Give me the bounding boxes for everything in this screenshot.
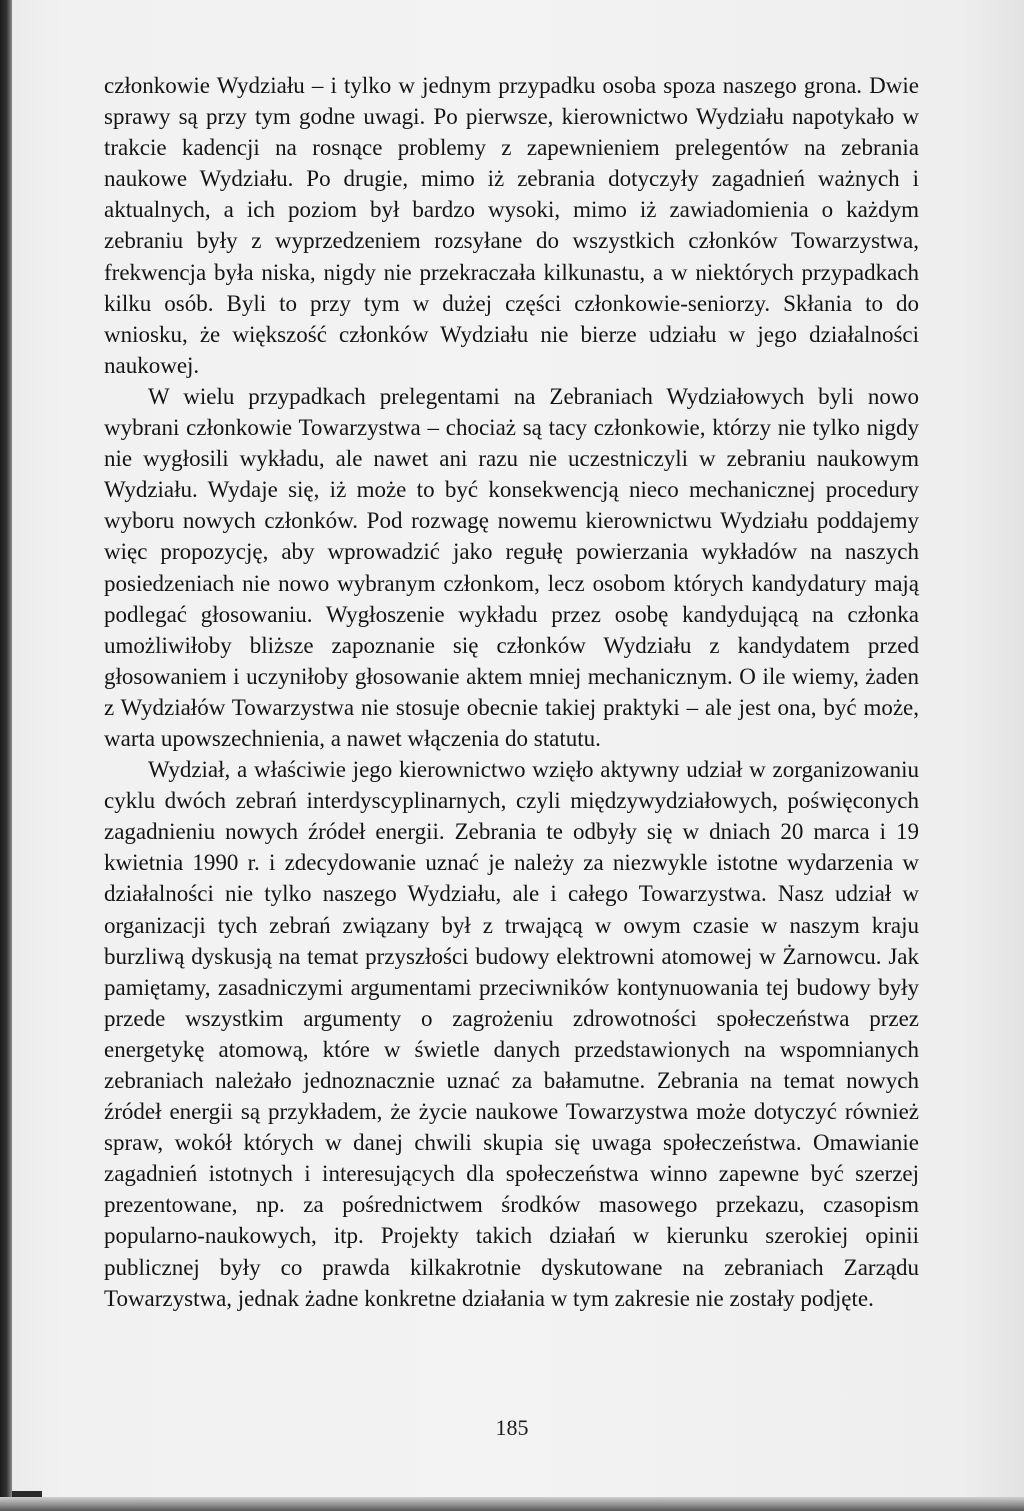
book-binding-edge [0,0,12,1511]
page-number: 185 [495,1415,529,1440]
scan-bottom-edge [0,1497,1024,1511]
body-text [104,70,919,1314]
paragraph: W wielu przypadkach prelegentami na Zebraniach Wydziałowych byli nowo wybrani członkowie Towarzystwa – chociaż są tacy członkowie, którzy nie tylko nigdy nie wygłosili wykładu, ale nawet ani razu nie uczestniczyli w zebraniu naukowym Wydziału. Wydaje się, iż może to być konsekwencją nieco mechanicznej procedury wyboru nowych członków. Pod rozwagę nowemu kierownictwu Wydziału poddajemy więc propozycję, aby wprowadzić jako regułę powierzania wykładów na naszych posiedzeniach nie nowo wybranym członkom, lecz osobom których kandydatury mają podlegać głosowaniu. Wygłoszenie wykładu przez osobę kandydującą na członka umożliwiłoby bliższe zapoznanie się członków Wydziału z kandydatem przed głosowaniem i uczyniłoby głosowanie aktem mniej mechanicznym. O ile wiemy, żaden z Wydziałów Towarzystwa nie stosuje obecnie takiej praktyki – ale jest ona, być może, warta upowszechnienia, a nawet włączenia do statutu. [104,383,919,751]
paragraph: członkowie Wydziału – i tylko w jednym przypadku osoba spoza naszego grona. Dwie sprawy są przy tym godne uwagi. Po pierwsze, kierownictwo Wydziału napotykało w trakcie kadencji na rosnące problemy z zapewnieniem prelegentów na zebrania naukowe Wydziału. Po drugie, mimo iż zebrania dotyczyły zagadnień ważnych i aktualnych, a ich poziom był bardzo wysoki, mimo iż zawiadomienia o każdym zebraniu były z wyprzedzeniem rozsyłane do wszystkich członków Towarzystwa, frekwencja była niska, nigdy nie przekraczała kilkunastu, a w niektórych przypadkach kilku osób. Byli to przy tym w dużej części członkowie-seniorzy. Skłania to do wniosku, że większość członków Wydziału nie bierze udziału w jego działalności naukowej. [104,73,919,378]
paragraph: Wydział, a właściwie jego kierownictwo wzięło aktywny udział w zorganizowaniu cyklu dwóch zebrań interdyscyplinarnych, czyli międzywydziałowych, poświęconych zagadnieniu nowych źródeł energii. Zebrania te odbyły się w dniach 20 marca i 19 kwietnia 1990 r. i zdecydowanie uznać je należy za niezwykle istotne wydarzenia w działalności nie tylko naszego Wydziału, ale i całego Towarzystwa. Nasz udział w organizacji tych zebrań związany był z trwającą w owym czasie w naszym kraju burzliwą dyskusją na temat przyszłości budowy elektrowni atomowej w Żarnowcu. Jak pamiętamy, zasadniczymi argumentami przeciwników kontynuowania tej budowy były przede wszystkim argumenty o zagrożeniu zdrowotności społeczeństwa przez energetykę atomową, które w świetle danych przedstawionych na wspomnianych zebraniach należało jednoznacznie uznać za bałamutne. Zebrania na temat nowych źródeł energii są przykładem, że życie naukowe Towarzystwa może dotyczyć również spraw, wokół których w danej chwili skupia się uwaga społeczeństwa. Omawianie zagadnień istotnych i interesujących dla społeczeństwa winno zapewne być szerzej prezentowane, np. za pośrednictwem środków masowego przekazu, czasopism popularno-naukowych, itp. Projekty takich działań w kierunku szerokiej opinii publicznej były co prawda kilkakrotnie dyskutowane na zebraniach Zarządu Towarzystwa, jednak żadne konkretne działania w tym zakresie nie zostały podjęte. [104,757,919,1311]
